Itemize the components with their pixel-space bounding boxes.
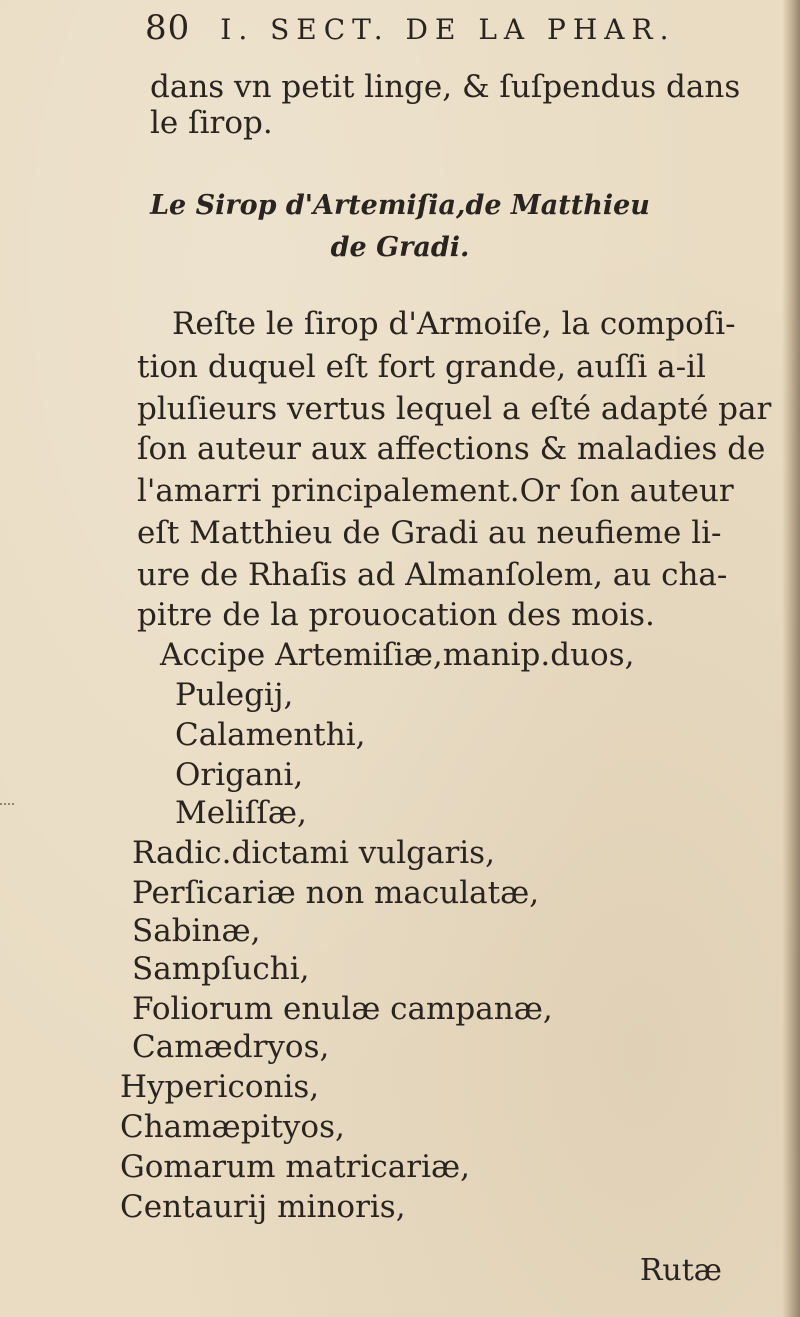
margin-mark [0, 803, 14, 809]
recipe-line: Centaurij minoris, [120, 1189, 406, 1225]
paragraph-line: tion duquel eſt fort grande, auſſi a-il [137, 349, 706, 385]
paragraph-line: Reſte le ſirop d'Armoiſe, la compoſi- [172, 306, 736, 342]
recipe-line: Camædryos, [132, 1029, 330, 1065]
paragraph-line: l'amarri principalement.Or ſon auteur [137, 473, 734, 509]
recipe-line: Foliorum enulæ campanæ, [132, 991, 553, 1027]
recipe-line: Accipe Artemiſiæ,manip.duos, [160, 637, 635, 673]
recipe-line: Chamæpityos, [120, 1109, 345, 1145]
recipe-line: Radic.dictami vulgaris, [132, 835, 495, 871]
paragraph-line: eſt Matthieu de Gradi au neufieme li- [137, 515, 722, 551]
recipe-heading-line-2: de Gradi. [330, 232, 470, 263]
recipe-line: Hypericonis, [120, 1069, 320, 1105]
recipe-line: Gomarum matricariæ, [120, 1149, 470, 1185]
recipe-line: Origani, [175, 757, 304, 793]
recipe-line: Sampſuchi, [132, 951, 310, 987]
catchword: Rutæ [639, 1253, 722, 1288]
paragraph-line: ſon auteur aux affections & maladies de [137, 431, 766, 467]
paragraph-line: pitre de la prouocation des mois. [137, 597, 655, 633]
section-title: I. SECT. DE LA PHAR. [220, 13, 676, 46]
recipe-line: Pulegij, [175, 677, 294, 713]
recipe-line: Calamenthi, [175, 717, 366, 753]
page-number: 80 [145, 8, 191, 48]
text-line: dans vn petit linge, & ſuſpendus dans [150, 69, 741, 105]
paragraph-line: ure de Rhaſis ad Almanſolem, au cha- [137, 557, 728, 593]
recipe-line: Sabinæ, [132, 913, 261, 949]
recipe-line: Meliſſæ, [175, 795, 307, 831]
recipe-line: Perſicariæ non maculatæ, [132, 875, 540, 911]
recipe-heading-line-1: Le Sirop d'Artemiſia,de Matthieu [150, 190, 650, 221]
running-head [145, 8, 676, 48]
paragraph-line: pluſieurs vertus lequel a eſté adapté par [137, 391, 772, 427]
text-line: le ſirop. [150, 105, 273, 141]
